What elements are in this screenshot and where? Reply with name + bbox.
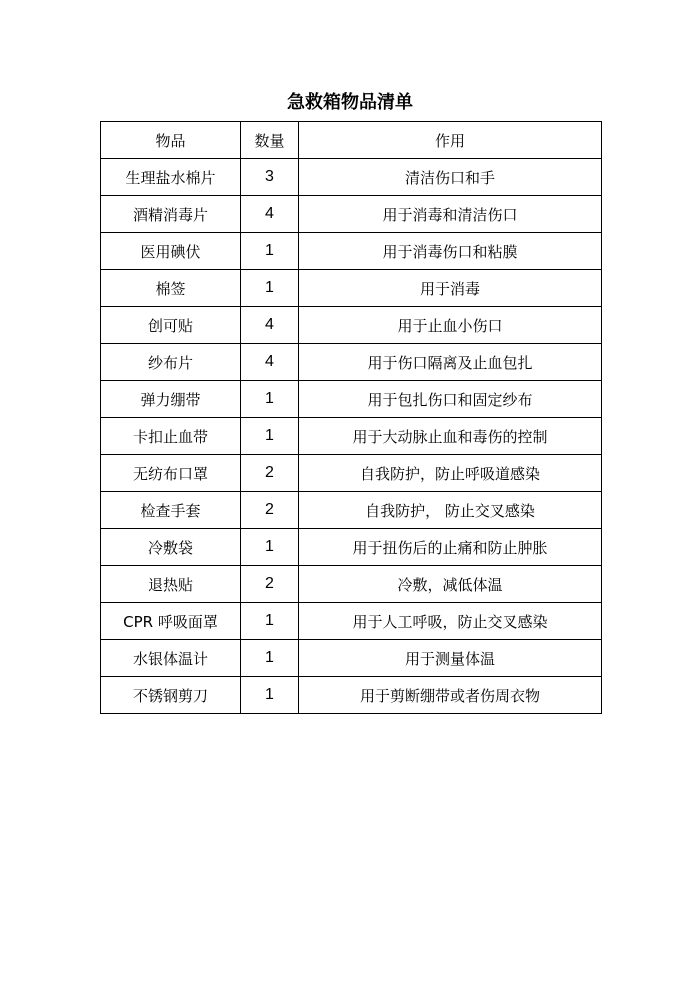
header-item: 物品 xyxy=(101,122,241,159)
header-purpose: 作用 xyxy=(299,122,602,159)
item-purpose-cell: 清洁伤口和手 xyxy=(299,159,602,196)
item-purpose-cell: 用于消毒和清洁伤口 xyxy=(299,196,602,233)
item-name-cell: 弹力绷带 xyxy=(101,381,241,418)
header-quantity: 数量 xyxy=(241,122,299,159)
item-name-cell: 冷敷袋 xyxy=(101,529,241,566)
table-body xyxy=(101,159,602,714)
item-name-cell: 水银体温计 xyxy=(101,640,241,677)
item-quantity-cell: 1 xyxy=(241,270,299,307)
item-name-cell: 退热贴 xyxy=(101,566,241,603)
table-row xyxy=(101,381,602,418)
item-name-cell: 生理盐水棉片 xyxy=(101,159,241,196)
item-quantity-cell: 2 xyxy=(241,492,299,529)
item-purpose-cell: 冷敷，减低体温 xyxy=(299,566,602,603)
item-purpose-cell: 自我防护， 防止交叉感染 xyxy=(299,492,602,529)
item-quantity-cell: 4 xyxy=(241,196,299,233)
first-aid-items-table xyxy=(100,121,602,714)
item-quantity-cell: 3 xyxy=(241,159,299,196)
item-quantity-cell: 4 xyxy=(241,307,299,344)
table-row xyxy=(101,418,602,455)
table-row xyxy=(101,529,602,566)
item-purpose-cell: 用于伤口隔离及止血包扎 xyxy=(299,344,602,381)
document-title: 急救箱物品清单 xyxy=(287,92,413,113)
item-purpose-cell: 用于消毒 xyxy=(299,270,602,307)
item-name-cell: 创可贴 xyxy=(101,307,241,344)
table-row xyxy=(101,603,602,640)
item-name-cell: 检查手套 xyxy=(101,492,241,529)
item-name-cell: 卡扣止血带 xyxy=(101,418,241,455)
item-quantity-cell: 2 xyxy=(241,566,299,603)
item-purpose-cell: 用于扭伤后的止痛和防止肿胀 xyxy=(299,529,602,566)
item-name-cell: 医用碘伏 xyxy=(101,233,241,270)
item-name-cell: 纱布片 xyxy=(101,344,241,381)
item-quantity-cell: 1 xyxy=(241,677,299,714)
item-name-cell: 不锈钢剪刀 xyxy=(101,677,241,714)
item-purpose-cell: 用于人工呼吸，防止交叉感染 xyxy=(299,603,602,640)
item-purpose-cell: 用于包扎伤口和固定纱布 xyxy=(299,381,602,418)
table-row xyxy=(101,233,602,270)
table-row xyxy=(101,677,602,714)
table-header-row xyxy=(101,122,602,159)
item-quantity-cell: 1 xyxy=(241,603,299,640)
item-quantity-cell: 1 xyxy=(241,381,299,418)
item-name-cell: 无纺布口罩 xyxy=(101,455,241,492)
item-purpose-cell: 用于止血小伤口 xyxy=(299,307,602,344)
table-row xyxy=(101,344,602,381)
item-purpose-cell: 用于大动脉止血和毒伤的控制 xyxy=(299,418,602,455)
item-quantity-cell: 1 xyxy=(241,233,299,270)
item-quantity-cell: 2 xyxy=(241,455,299,492)
item-name-cell: CPR 呼吸面罩 xyxy=(101,603,241,640)
item-purpose-cell: 自我防护，防止呼吸道感染 xyxy=(299,455,602,492)
item-quantity-cell: 4 xyxy=(241,344,299,381)
table-row xyxy=(101,566,602,603)
item-quantity-cell: 1 xyxy=(241,529,299,566)
table-row xyxy=(101,492,602,529)
item-purpose-cell: 用于测量体温 xyxy=(299,640,602,677)
table-row xyxy=(101,455,602,492)
item-name-cell: 酒精消毒片 xyxy=(101,196,241,233)
table-row xyxy=(101,159,602,196)
item-purpose-cell: 用于消毒伤口和粘膜 xyxy=(299,233,602,270)
item-quantity-cell: 1 xyxy=(241,418,299,455)
item-purpose-cell: 用于剪断绷带或者伤周衣物 xyxy=(299,677,602,714)
item-name-cell: 棉签 xyxy=(101,270,241,307)
item-quantity-cell: 1 xyxy=(241,640,299,677)
table-row xyxy=(101,640,602,677)
table-row xyxy=(101,270,602,307)
table-row xyxy=(101,196,602,233)
table-row xyxy=(101,307,602,344)
